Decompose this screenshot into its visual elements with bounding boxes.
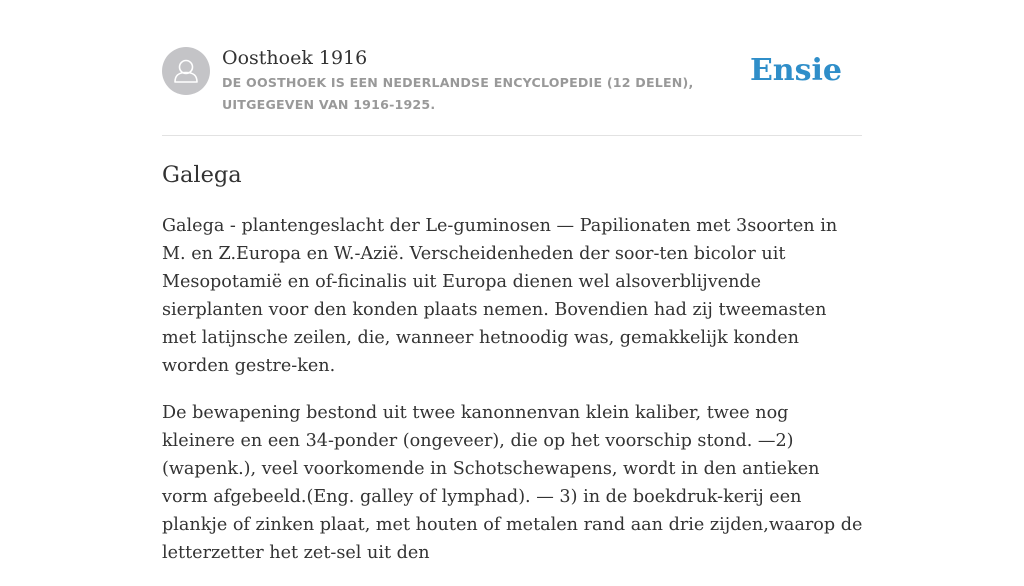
header-divider: [162, 135, 862, 136]
source-title[interactable]: Oosthoek 1916: [222, 47, 368, 69]
brand-logo[interactable]: Ensie: [749, 53, 842, 88]
user-silhouette-icon: [162, 47, 210, 95]
source-header: [162, 46, 862, 136]
avatar[interactable]: [162, 47, 210, 95]
article-paragraph: De bewapening bestond uit twee kanonnenvan klein kaliber, twee nog kleinere en een 34-ponder (ongeveer), die op het voorschip stond. —2) (wapenk.), veel voorkomende in Schotschewapens, wordt in den antieken vorm afgebeeld.(Eng. galley of lymphad). — 3) in de boekdruk-kerij een plankje of zinken plaat, met houten of metalen rand aan drie zijden,waarop de letterzetter het zet-sel uit den: [162, 403, 863, 563]
article-paragraph: Galega - plantengeslacht der Le-guminosen — Papilionaten met 3soorten in M. en Z.Europa en W.-Azië. Verscheidenheden der soor-ten bicolor uit Mesopotamië en of-ficinalis uit Europa dienen wel alsoverblijvende sierplanten voor den konden plaats nemen. Bovendien had zij tweemasten met latijnsche zeilen, die, wanneer hetnoodig was, gemakkelijk konden worden gestre-ken.: [162, 216, 838, 376]
article-body: [162, 212, 864, 586]
article-title: Galega: [162, 162, 242, 188]
source-description: DE OOSTHOEK IS EEN NEDERLANDSE ENCYCLOPEDIE (12 DELEN), UITGEGEVEN VAN 1916-1925.: [222, 75, 694, 112]
